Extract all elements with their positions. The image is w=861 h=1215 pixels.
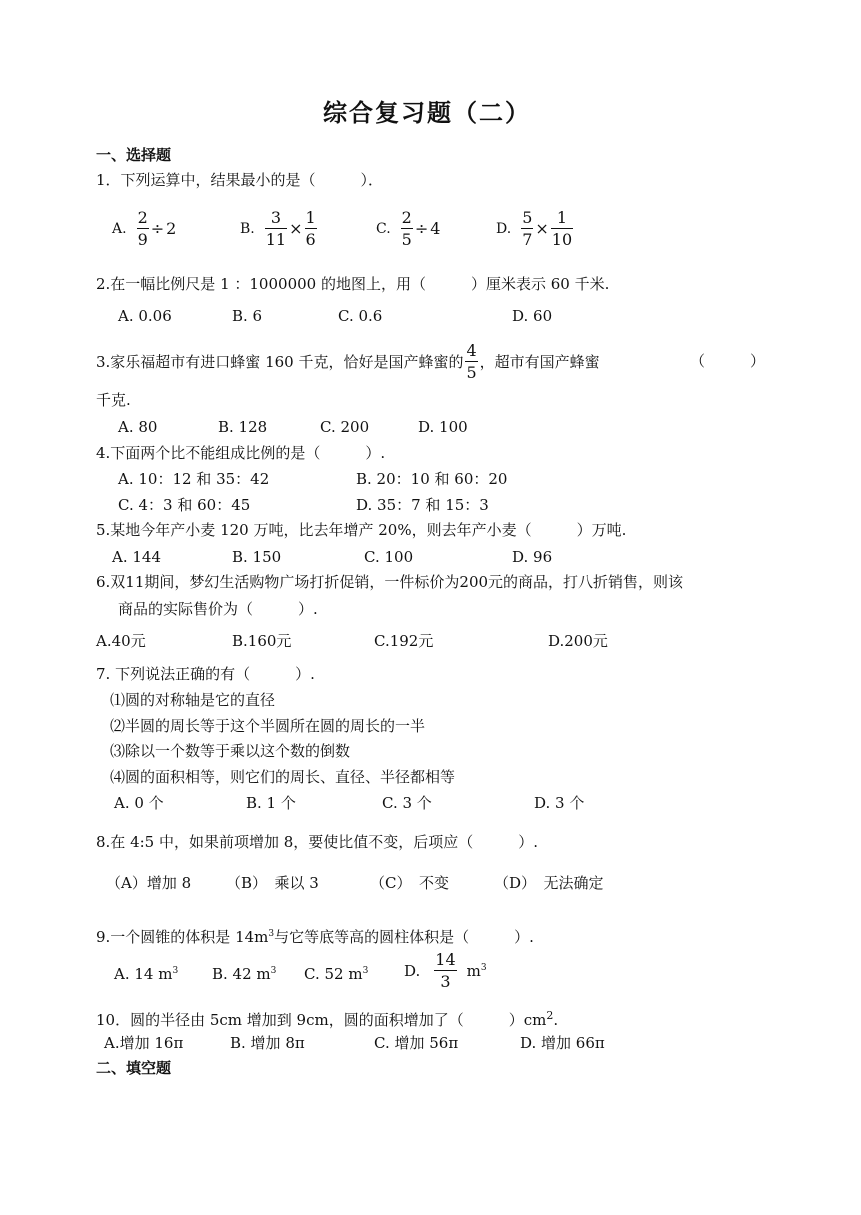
q2-option-b: B. 6	[232, 307, 263, 325]
operator: ×	[289, 219, 303, 238]
q9-option-c: C. 52 $m^3$	[304, 965, 369, 983]
fraction: $\frac{2}{5}$	[401, 208, 412, 249]
option-label: D.	[404, 961, 421, 980]
q8-option-a: （A）增加 8	[106, 874, 192, 892]
fraction: $\frac{3}{11}$	[265, 208, 287, 249]
q2-stem: 2.在一幅比例尺是 1 ：1000000 的地图上，用（ ）厘米表示 60 千米.	[96, 275, 610, 293]
q8-option-d: （D） 无法确定	[494, 874, 604, 892]
q3-answer-paren: （ ）	[690, 352, 766, 370]
q7-option-c: C. 3 个	[382, 794, 432, 812]
q8-option-b: （B） 乘以 3	[226, 874, 319, 892]
q7-statement-2: ⑵半圆的周长等于这个半圆所在圆的周长的一半	[110, 717, 426, 735]
q3-stem-post: ，超市有国产蜂蜜	[479, 352, 600, 371]
q9-option-b: B. 42 $m^3$	[212, 965, 277, 983]
q9-stem-pre: 9.一个圆锥的体积是 14m	[96, 928, 269, 946]
q6-option-a: A.40元	[96, 632, 146, 650]
q8-stem: 8.在 4:5 中，如果前项增加 8，要使比值不变，后项应（ ）.	[96, 833, 539, 851]
q3-option-b: B. 128	[218, 418, 268, 436]
q5-option-c: C. 100	[364, 548, 414, 566]
q6-option-d: D.200元	[548, 632, 608, 650]
q1-stem: 1．下列运算中，结果最小的是（ ）．	[96, 171, 384, 189]
q6-option-b: B.160元	[232, 632, 292, 650]
q7-option-a: A. 0 个	[114, 794, 164, 812]
q7-option-d: D. 3 个	[534, 794, 585, 812]
fraction: $\frac{2}{9}$	[137, 208, 148, 249]
q2-option-c: C. 0.6	[338, 307, 383, 325]
q7-statement-1: ⑴圆的对称轴是它的直径	[110, 691, 276, 709]
q3-stem	[96, 343, 600, 381]
operand: 2	[166, 219, 177, 238]
operand: 4	[430, 219, 441, 238]
q4-option-d: D. 35：7 和 15：3	[356, 496, 489, 514]
operator: ×	[535, 219, 549, 238]
q3-option-c: C. 200	[320, 418, 370, 436]
q7-stem: 7. 下列说法正确的有（ ）.	[96, 665, 315, 683]
q10-option-a: A.增加 16π	[104, 1034, 184, 1052]
page-title: 综合复习题（二）	[323, 98, 531, 127]
section-fill-heading: 二、填空题	[96, 1059, 172, 1077]
q9-option-a: A. 14 $m^3$	[114, 965, 179, 983]
section-choice-heading: 一、选择题	[96, 146, 172, 164]
q1-option-c	[376, 210, 440, 248]
q3-option-d: D. 100	[418, 418, 468, 436]
q3-stem-pre: 3.家乐福超市有进口蜂蜜 160 千克，恰好是国产蜂蜜的	[96, 352, 464, 371]
fraction: $\frac{14}{3}$	[435, 950, 456, 991]
q2-option-d: D. 60	[512, 307, 553, 325]
q7-statement-3: ⑶除以一个数等于乘以这个数的倒数	[110, 742, 351, 760]
q10-option-d: D. 增加 66π	[520, 1034, 605, 1052]
q7-statement-4: ⑷圆的面积相等，则它们的周长、直径、半径都相等	[110, 768, 456, 786]
q6-stem-line2: 商品的实际售价为（ ）.	[118, 600, 318, 618]
option-label: B.	[240, 221, 255, 237]
q10-stem	[96, 1010, 558, 1028]
option-label: C.	[376, 221, 391, 237]
q1-option-b	[240, 210, 317, 248]
q3-fraction: $\frac{4}{5}$	[466, 341, 477, 382]
fraction: $\frac{1}{10}$	[551, 208, 573, 249]
unit: $m^3$	[466, 961, 487, 980]
q2-option-a: A. 0.06	[118, 307, 172, 325]
q4-option-a: A. 10：12 和 35：42	[118, 470, 270, 488]
q6-stem-line1: 6.双11期间，梦幻生活购物广场打折促销，一件标价为200元的商品，打八折销售，则该	[96, 573, 684, 591]
q9-stem	[96, 930, 534, 945]
fraction: $\frac{1}{6}$	[305, 208, 316, 249]
option-label: D.	[496, 221, 512, 237]
q1-option-a	[112, 210, 176, 248]
q4-stem: 4.下面两个比不能组成比例的是（ ）.	[96, 444, 386, 462]
q10-option-c: C. 增加 56π	[374, 1034, 459, 1052]
q10-stem-post: .	[553, 1011, 559, 1029]
q5-option-b: B. 150	[232, 548, 282, 566]
q3-stem-continued: 千克.	[96, 391, 131, 409]
q6-option-c: C.192元	[374, 632, 434, 650]
operator: ÷	[150, 219, 165, 238]
q9-superscript: 3	[268, 929, 275, 939]
q10-option-b: B. 增加 8π	[230, 1034, 305, 1052]
q7-option-b: B. 1 个	[246, 794, 296, 812]
operator: ÷	[414, 219, 429, 238]
q5-option-a: A. 144	[112, 548, 161, 566]
q10-stem-pre: 10．圆的半径由 5cm 增加到 9cm，圆的面积增加了（ ）cm	[96, 1011, 547, 1029]
option-label: A.	[112, 221, 127, 237]
q8-option-c: （C） 不变	[370, 874, 449, 892]
q9-stem-post: 与它等底等高的圆柱体积是（ ）.	[274, 928, 534, 946]
q10-superscript: 2	[546, 1009, 554, 1022]
q4-option-c: C. 4：3 和 60：45	[118, 496, 251, 514]
q3-option-a: A. 80	[118, 418, 158, 436]
q4-option-b: B. 20：10 和 60：20	[356, 470, 508, 488]
q5-option-d: D. 96	[512, 548, 553, 566]
q5-stem: 5.某地今年产小麦 120 万吨，比去年增产 20%，则去年产小麦（ ）万吨.	[96, 521, 627, 539]
q9-option-d	[404, 952, 487, 990]
q1-option-d	[496, 210, 573, 248]
fraction: $\frac{5}{7}$	[522, 208, 533, 249]
